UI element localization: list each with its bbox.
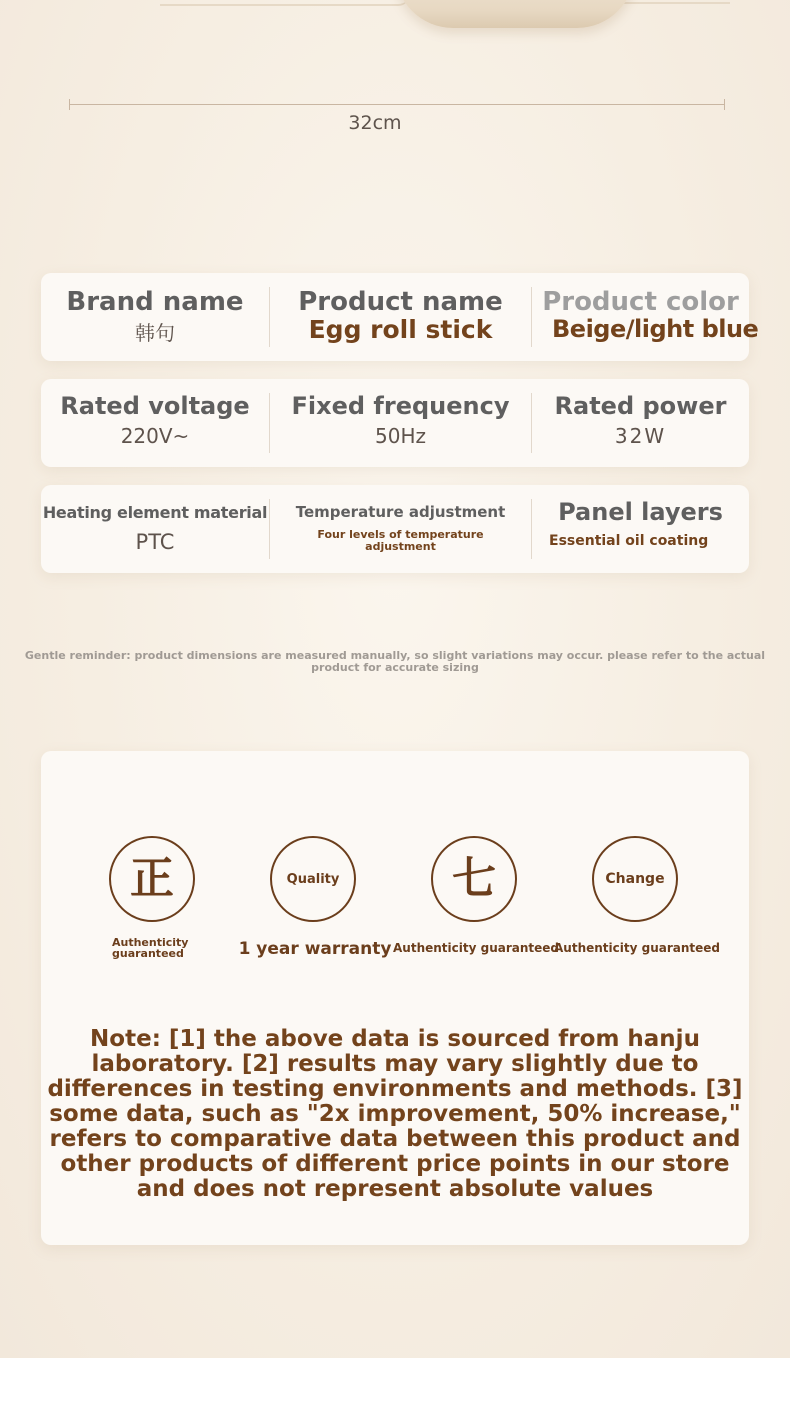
genuine-badge-icon (431, 836, 517, 922)
spec-fixed-frequency (270, 379, 531, 467)
spec-value: 32W (614, 424, 667, 448)
data-source-note: Note: [1] the above data is sourced from hanju laboratory. [2] results may vary slightly due to differences in testing environments and methods. [3] some data, such as "2x improvement, 50% increase," refers to comparative data between this product and other products of different price points in our store and does not represent absolute values (47, 1026, 743, 1202)
spec-rated-power (532, 379, 749, 467)
spec-label: Rated power (554, 392, 727, 420)
spec-value: 50Hz (375, 424, 426, 448)
badge-glyph: 七 (452, 853, 496, 904)
spec-rated-voltage (41, 379, 269, 467)
dimension-tick (724, 99, 725, 110)
guarantee-card (41, 751, 749, 1245)
spec-product-name (270, 273, 531, 361)
badge-glyph: Change (605, 871, 665, 887)
dimension-label: 32cm (348, 112, 402, 134)
spec-value: Four levels of temperature adjustment (317, 528, 484, 553)
spec-value: Essential oil coating (549, 533, 709, 549)
spec-label: Fixed frequency (291, 392, 510, 420)
spec-label: Product color (542, 287, 739, 317)
spec-label: Heating element material (42, 503, 268, 522)
product-image-edge (160, 0, 410, 6)
spec-label: Temperature adjustment (295, 503, 506, 521)
spec-label: Panel layers (558, 498, 723, 526)
dimension-reminder: Gentle reminder: product dimensions are measured manually, so slight variations may occur. please refer to the actual product for accurate sizing (24, 649, 766, 674)
badge-caption: Authenticity guaranteed (112, 936, 189, 960)
spec-label: Rated voltage (60, 392, 250, 420)
dimension-line (69, 104, 725, 105)
badge-glyph: Quality (286, 871, 340, 887)
spec-label: Brand name (66, 287, 244, 317)
spec-value: PTC (135, 530, 175, 554)
dimension-tick (69, 99, 70, 110)
spec-value: Beige/light blue (552, 315, 759, 343)
spec-card-heating (41, 485, 749, 573)
badge-caption: Authenticity guaranteed (393, 941, 559, 955)
spec-value: 韩句 (135, 321, 175, 345)
spec-value: Egg roll stick (308, 315, 493, 344)
spec-product-color (532, 273, 759, 361)
spec-brand-name (41, 273, 269, 361)
spec-panel-layers (532, 485, 749, 573)
spec-card-basic (41, 273, 759, 361)
spec-card-electrical (41, 379, 749, 467)
spec-label: Product name (298, 287, 503, 317)
product-image-edge (620, 0, 730, 4)
authenticity-badge-icon (109, 836, 195, 922)
change-badge-icon (592, 836, 678, 922)
spec-temperature-adjustment (270, 485, 531, 573)
spec-heating-element (41, 485, 269, 573)
badge-caption: Authenticity guaranteed (554, 941, 720, 955)
quality-badge-icon (270, 836, 356, 922)
badge-glyph: 正 (130, 853, 174, 904)
spec-value: 220V~ (120, 424, 190, 448)
badge-caption: 1 year warranty (238, 939, 392, 959)
